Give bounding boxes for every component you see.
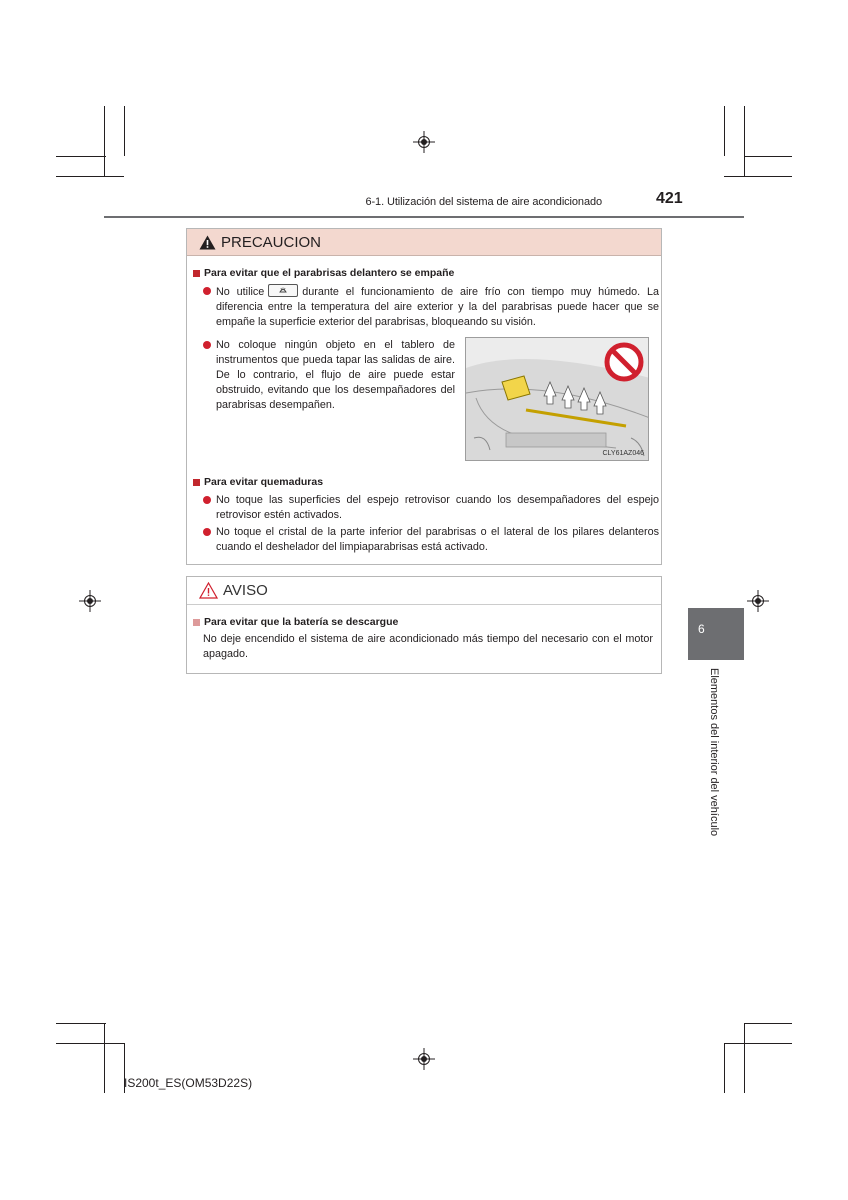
crop-mark [744,1023,745,1093]
chapter-label: Elementos del interior del vehículo [708,668,720,837]
warning-triangle-icon [199,235,216,250]
registration-mark-icon [747,590,769,612]
crop-mark [744,156,792,157]
crop-mark [724,176,792,177]
list-item: No toque el cristal de la parte inferior del parabrisas o el lateral de los pilares delanteros cuando el deshelador del limpiaparabrisas está activado. [203,525,659,555]
registration-mark-icon [413,1048,435,1070]
caution-subheading: Para evitar que el parabrisas delantero se empañe [193,267,454,279]
chapter-number: 6 [698,622,705,636]
bullet-dot-icon [203,528,211,536]
chapter-tab [688,608,744,660]
registration-mark-icon [79,590,101,612]
section-title: 6-1. Utilización del sistema de aire acondicionado [365,196,602,208]
caution-header [187,229,661,256]
crop-mark [724,1043,725,1093]
crop-mark [56,176,124,177]
dashboard-vent-diagram [466,338,649,461]
bullet-dot-icon [203,496,211,504]
notice-title: AVISO [223,582,268,599]
square-marker-icon [193,619,200,626]
notice-header [187,577,661,605]
caution-subheading: Para evitar quemaduras [193,476,323,488]
list-item: No utilice durante el funcionamiento de aire frío con tiempo muy húmedo. La diferencia entre la temperatura del aire exterior y la del parabrisas puede hacer que se empañe la superficie exterior del parabrisas, bloqueando su visión. [203,284,659,330]
illustration-code: CLY61AZ046 [602,450,644,457]
crop-mark [104,1023,105,1093]
caution-title: PRECAUCION [221,233,322,251]
crop-mark [56,1043,124,1044]
header-divider [104,216,744,218]
crop-mark [124,106,125,156]
crop-mark [724,106,725,156]
notice-subheading: Para evitar que la batería se descargue [193,616,398,628]
list-item: No toque las superficies del espejo retrovisor cuando los desempañadores del espejo retrovisor estén activados. [203,493,659,523]
notice-body: No deje encendido el sistema de aire acondicionado más tiempo del necesario con el motor apagado. [203,633,653,660]
crop-mark [56,1023,106,1024]
prohibited-icon [607,345,641,379]
bullet-dot-icon [203,287,211,295]
crop-mark [104,106,105,176]
defroster-button-icon [268,284,298,297]
document-code: IS200t_ES(OM53D22S) [124,1076,253,1090]
page-number: 421 [656,190,683,207]
square-marker-icon [193,479,200,486]
square-marker-icon [193,270,200,277]
crop-mark [724,1043,792,1044]
registration-mark-icon [413,131,435,153]
notice-box [186,576,662,674]
crop-mark [744,1023,792,1024]
bullet-dot-icon [203,341,211,349]
caution-box [186,228,662,565]
crop-mark [744,106,745,176]
crop-mark [56,156,106,157]
warning-triangle-outline-icon [199,582,218,599]
dashboard-illustration [465,337,649,461]
list-item: No coloque ningún objeto en el tablero de instrumentos que pueda tapar las salidas de aire. De lo contrario, el flujo de aire puede estar obstruido, evitando que los desempañadores del parabrisas desempañen. [203,338,455,413]
